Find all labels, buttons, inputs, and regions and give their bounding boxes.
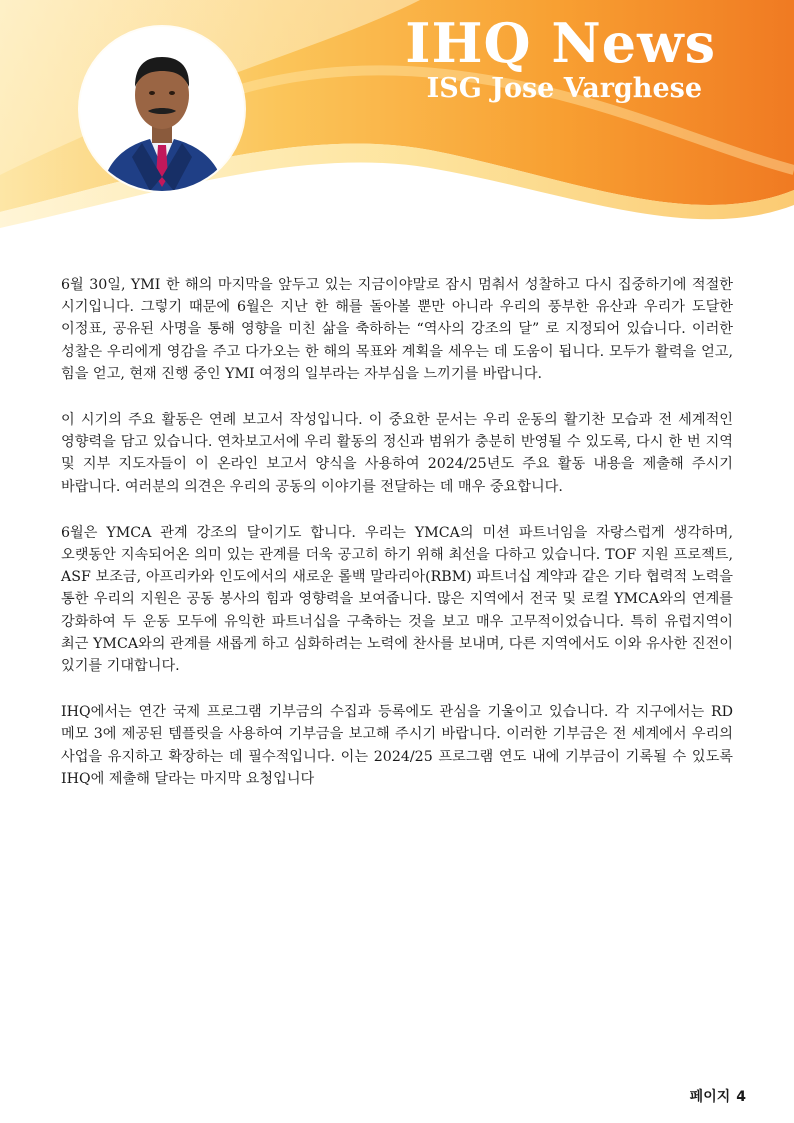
article-body: [61, 274, 733, 814]
newsletter-title: IHQ News: [405, 11, 716, 75]
portrait-photo: [80, 27, 244, 191]
article-paragraph: 이 시기의 주요 활동은 연례 보고서 작성입니다. 이 중요한 문서는 우리 운동의 활기찬 모습과 전 세계적인 영향력을 담고 있습니다. 연차보고서에 우리 활동의 정신과 범위가 충분히 반영될 수 있도록, 다시 한 번 지역 및 지부 지도자들이 이 온라인 보고서 양식을 사용하여 2024/25년도 주요 활동 내용을 제출해 주시기 바랍니다. 여러분의 의견은 우리의 공동의 이야기를 전달하는 데 매우 중요합니다.: [61, 412, 733, 495]
page-number: 4: [736, 1089, 746, 1105]
person-portrait-icon: [80, 27, 244, 191]
page-label: 페이지: [689, 1089, 731, 1105]
article-paragraph: IHQ에서는 연간 국제 프로그램 기부금의 수집과 등록에도 관심을 기울이고 있습니다. 각 지구에서는 RD 메모 3에 제공된 템플릿을 사용하여 기부금을 보고해 주시기 바랍니다. 이러한 기부금은 전 세계에서 우리의 사업을 유지하고 확장하는 데 필수적입니다. 이는 2024/25 프로그램 연도 내에 기부금이 기록될 수 있도록 IHQ에 제출해 달라는 마지막 요청입니다: [61, 704, 733, 787]
newsletter-subtitle: ISG Jose Varghese: [426, 73, 702, 104]
page-footer: [690, 1086, 746, 1106]
article-paragraph: 6월 30일, YMI 한 해의 마지막을 앞두고 있는 지금이야말로 잠시 멈춰서 성찰하고 다시 집중하기에 적절한 시기입니다. 그렇기 때문에 6월은 지난 한 해를 돌아볼 뿐만 아니라 우리의 풍부한 유산과 우리가 도달한 이정표, 공유된 사명을 통해 영향을 미친 삶을 축하하는 “역사의 강조의 달” 로 지정되어 있습니다. 이러한 성찰은 우리에게 영감을 주고 다가오는 한 해의 목표와 계획을 세우는 데 도움이 됩니다. 모두가 활력을 얻고, 힘을 얻고, 현재 진행 중인 YMI 여정의 일부라는 자부심을 느끼기를 바랍니다.: [61, 277, 733, 382]
article-paragraph: 6월은 YMCA 관계 강조의 달이기도 합니다. 우리는 YMCA의 미션 파트너임을 자랑스럽게 생각하며, 오랫동안 지속되어온 의미 있는 관계를 더욱 공고히 하기 위해 최선을 다하고 있습니다. TOF 지원 프로젝트, ASF 보조금, 아프리카와 인도에서의 새로운 롤백 말라리아(RBM) 파트너십 계약과 같은 기타 협력적 노력을 통한 우리의 지원은 공동 봉사의 힘과 영향력을 보여줍니다. 많은 지역에서 전국 및 로컬 YMCA와의 연계를 강화하여 두 운동 모두에 유익한 파트너십을 구축하는 것을 보고 매우 고무적이었습니다. 특히 유럽지역이 최근 YMCA와의 관계를 새롭게 하고 심화하려는 노력에 찬사를 보내며, 다른 지역에서도 이와 유사한 진전이 있기를 기대합니다.: [61, 524, 733, 675]
